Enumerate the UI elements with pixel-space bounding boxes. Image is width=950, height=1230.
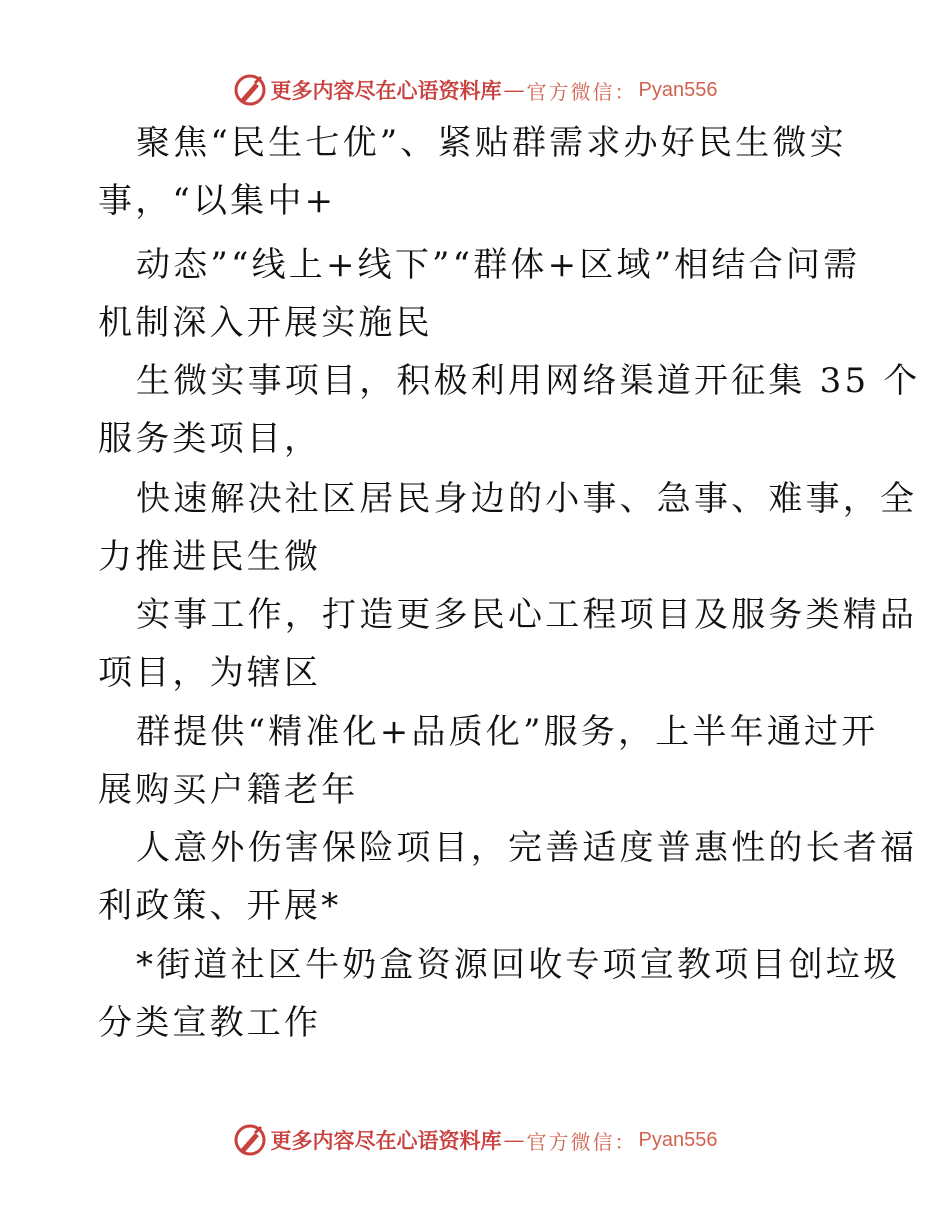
paragraph-line: 动态”“线上+线下”“群体+区域”相结合问需 [136,245,861,285]
watermark-main-text: 更多内容尽在心语资料库 [270,78,502,103]
paragraph-line: 展购买户籍老年 [98,770,359,810]
paragraph-line: 服务类项目， [98,419,322,459]
paragraph-line: 力推进民生微 [98,537,322,577]
watermark-main-text: 更多内容尽在心语资料库 [270,1128,502,1153]
paragraph-line: 聚焦“民生七优”、紧贴群需求办好民生微实 [136,123,847,163]
watermark-account: Pyan556 [638,1128,718,1151]
paragraph-line: 群提供“精准化+品质化”服务，上半年通过开 [136,712,879,752]
footer-watermark [0,1120,950,1160]
paragraph-line: 快速解决社区居民身边的小事、急事、难事，全 [136,479,918,519]
paragraph-line: 生微实事项目，积极利用网络渠道开征集 35 个 [136,361,921,401]
watermark-dash: — [503,78,525,102]
header-watermark [0,70,950,110]
paragraph-line: 实事工作，打造更多民心工程项目及服务类精品 [136,595,918,635]
paragraph-line: 分类宣教工作 [98,1003,322,1043]
pen-circle-logo-icon [233,73,267,107]
paragraph-line: 人意外伤害保险项目，完善适度普惠性的长者福 [136,828,918,868]
paragraph-line: 利政策、开展* [98,886,342,926]
pen-circle-logo-icon [233,1123,267,1157]
watermark-secondary-text: 官方微信： [526,79,637,104]
watermark-dash: — [503,1128,525,1152]
watermark-account: Pyan556 [638,78,718,101]
paragraph-line: 项目，为辖区 [98,653,322,693]
paragraph-line: 事，“以集中+ [98,181,337,221]
watermark-secondary-text: 官方微信： [526,1129,637,1154]
paragraph-line: 机制深入开展实施民 [98,303,433,343]
paragraph-line: *街道社区牛奶盒资源回收专项宣教项目创垃圾 [136,945,901,985]
